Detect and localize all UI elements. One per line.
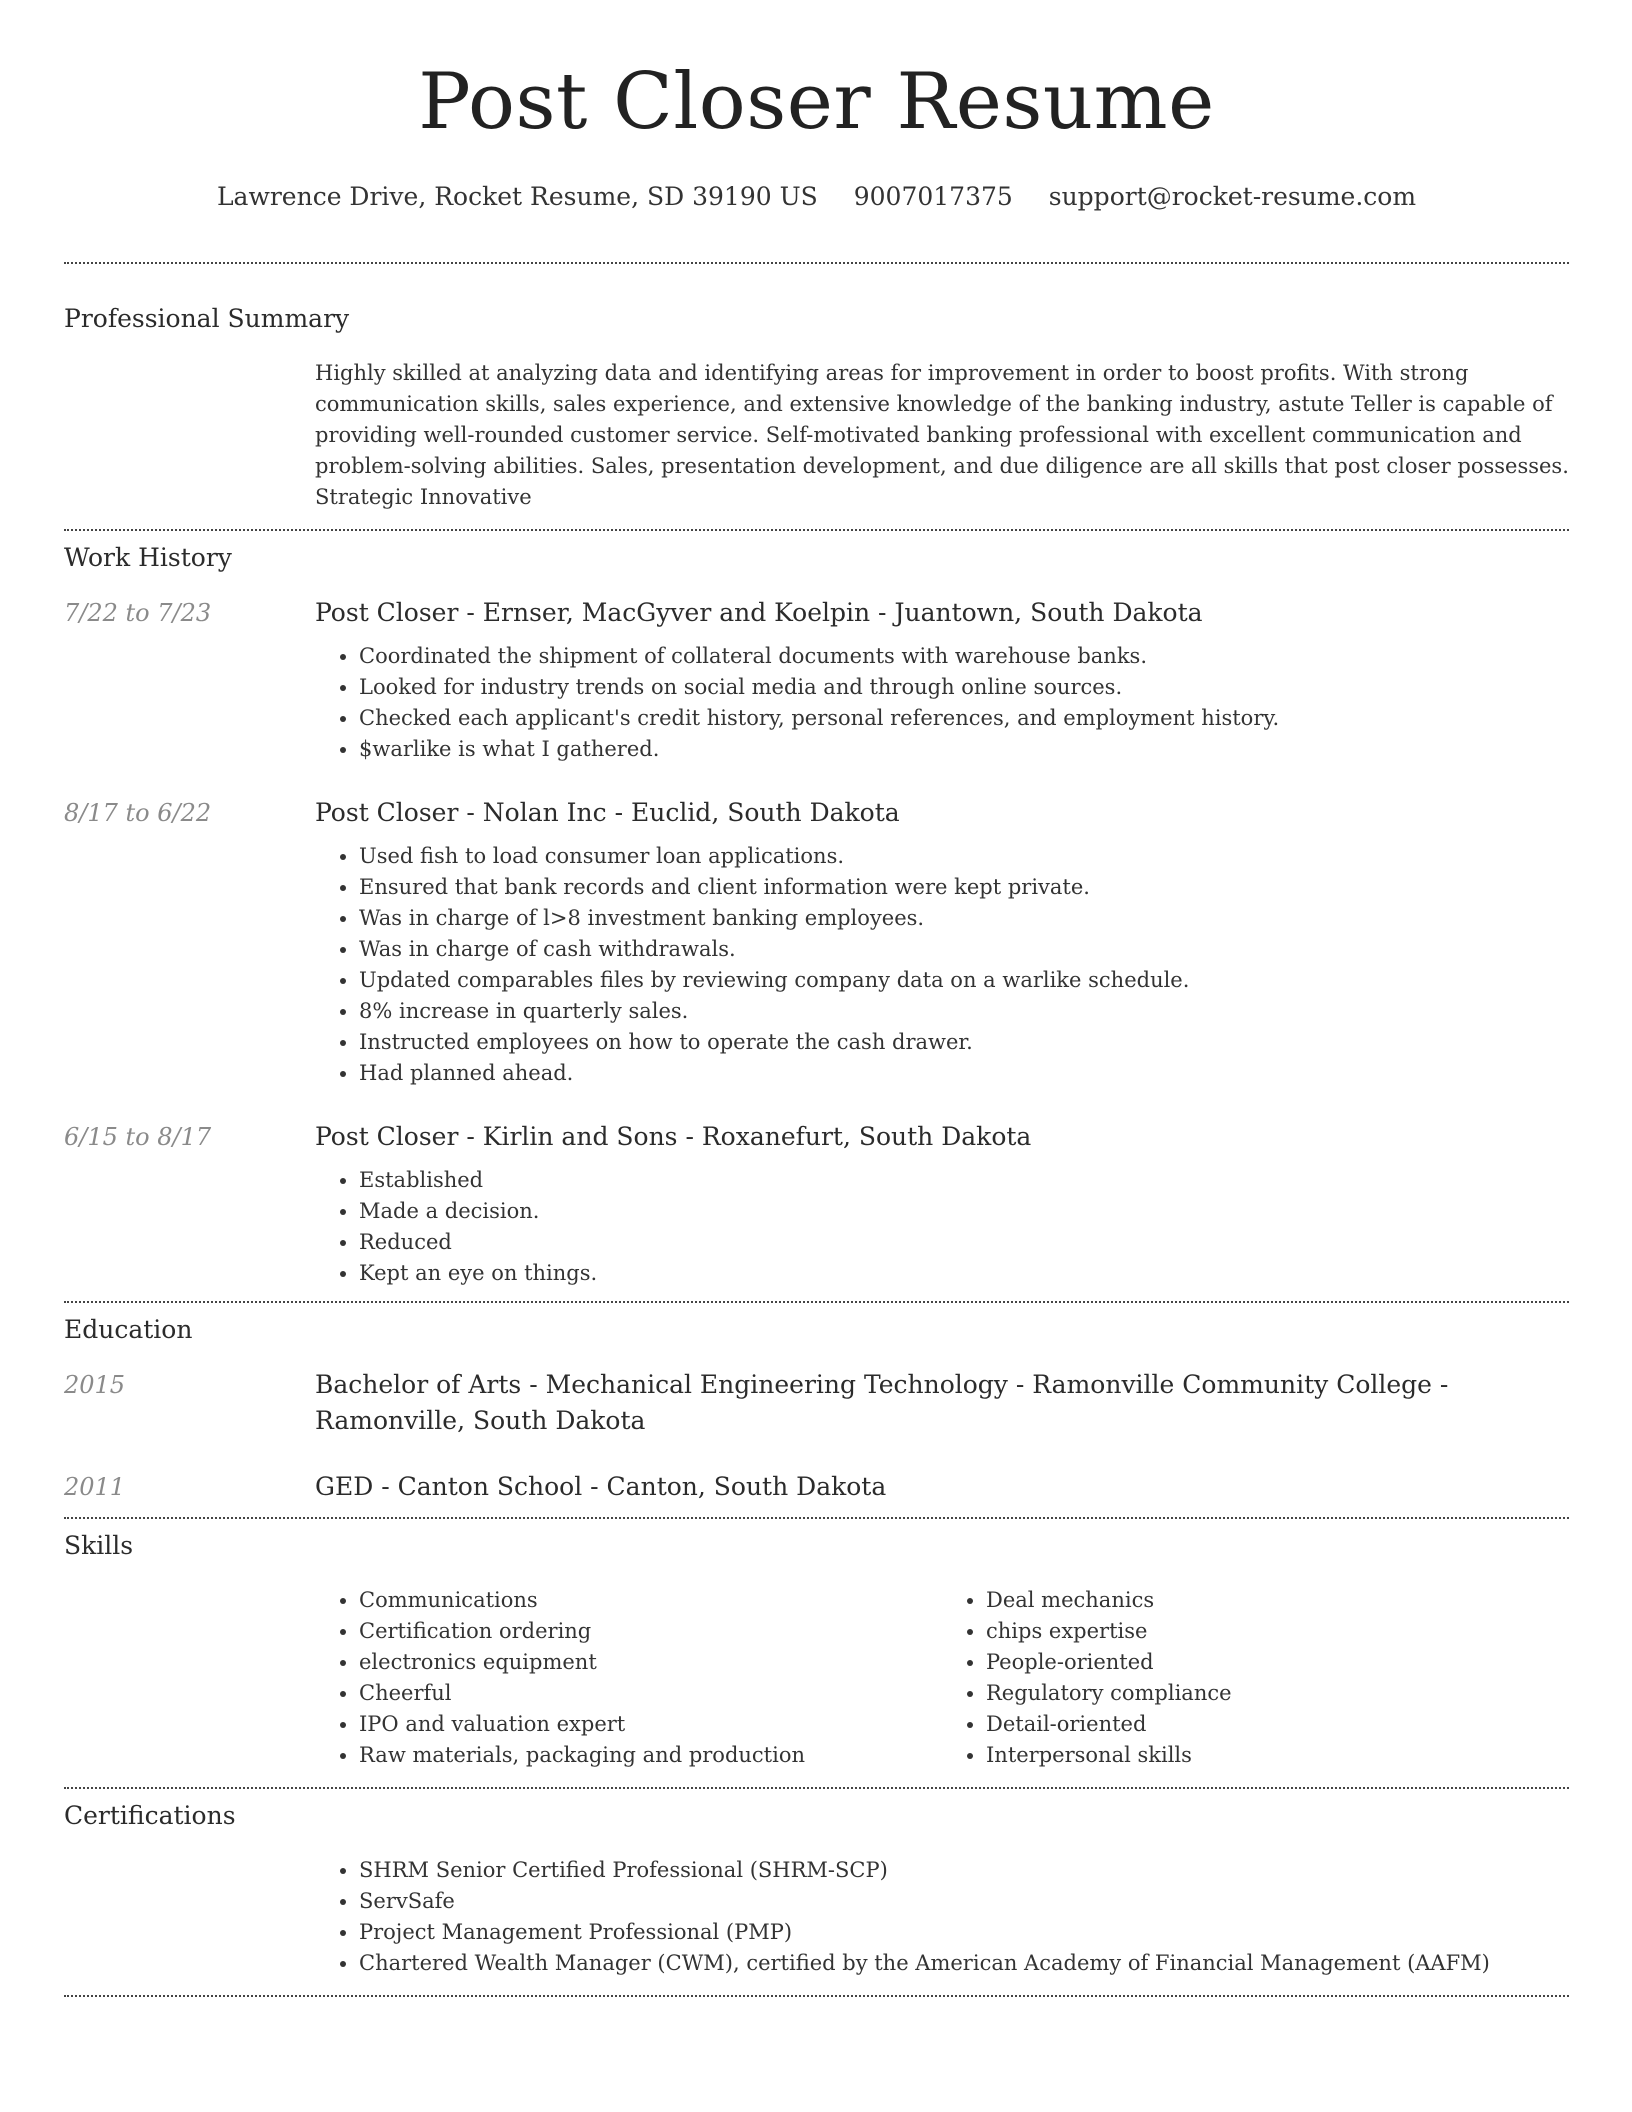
certifications-list <box>315 1855 1569 1979</box>
education-title <box>315 1367 1569 1439</box>
list-item: • 8% increase in quarterly sales. <box>359 996 1569 1027</box>
list-item: • $warlike is what I gathered. <box>359 734 1569 765</box>
job-title: Post Closer - Nolan Inc - Euclid, South Dakota <box>315 798 900 827</box>
list-item: • SHRM Senior Certified Professional (SHRM-SCP) <box>359 1855 1569 1886</box>
certifications-section <box>64 1789 1569 1995</box>
list-item: • Deal mechanics <box>986 1585 1569 1616</box>
education-school: - Ramonville Community College - Ramonville, South Dakota <box>315 1370 1449 1435</box>
skills-grid <box>315 1585 1569 1771</box>
job-entry <box>64 1119 1569 1301</box>
contact-line <box>64 182 1569 212</box>
education-year: 2015 <box>64 1371 126 1399</box>
education-section <box>64 1303 1569 1517</box>
skills-column-left <box>315 1585 942 1771</box>
contact-address: Lawrence Drive, Rocket Resume, SD 39190 US <box>216 182 818 211</box>
list-item: • Had planned ahead. <box>359 1058 1569 1089</box>
list-item: • Was in charge of cash withdrawals. <box>359 934 1569 965</box>
summary-heading: Professional Summary <box>64 304 350 333</box>
list-item: • IPO and valuation expert <box>359 1709 942 1740</box>
list-item: • Established <box>359 1165 1569 1196</box>
resume-page <box>64 0 1569 1997</box>
list-item: • Communications <box>359 1585 942 1616</box>
list-item: • Certification ordering <box>359 1616 942 1647</box>
education-degree: Bachelor of Arts - Mechanical Engineering Technology <box>315 1370 1008 1399</box>
education-entry <box>64 1469 1569 1505</box>
certifications-heading: Certifications <box>64 1801 236 1830</box>
list-item: • ServSafe <box>359 1886 1569 1917</box>
list-item: • People-oriented <box>986 1647 1569 1678</box>
job-entry <box>64 595 1569 765</box>
job-bullets <box>315 641 1569 765</box>
list-item: • electronics equipment <box>359 1647 942 1678</box>
list-item: • Reduced <box>359 1227 1569 1258</box>
education-entry <box>64 1367 1569 1439</box>
contact-email: support@rocket-resume.com <box>1048 182 1417 211</box>
list-item: • Made a decision. <box>359 1196 1569 1227</box>
education-title <box>315 1469 1569 1505</box>
summary-section <box>64 264 1569 529</box>
education-year: 2011 <box>64 1473 126 1501</box>
skills-column-right <box>942 1585 1569 1771</box>
list-item: • Updated comparables files by reviewing company data on a warlike schedule. <box>359 965 1569 996</box>
job-entry <box>64 795 1569 1089</box>
job-dates: 8/17 to 6/22 <box>64 799 212 827</box>
job-bullets <box>315 1165 1569 1289</box>
divider <box>64 1995 1569 1997</box>
list-item: • Checked each applicant's credit history, personal references, and employment history. <box>359 703 1569 734</box>
education-school: - Canton School - Canton, South Dakota <box>373 1472 887 1501</box>
list-item: • Instructed employees on how to operate the cash drawer. <box>359 1027 1569 1058</box>
list-item: • Raw materials, packaging and production <box>359 1740 942 1771</box>
job-dates: 7/22 to 7/23 <box>64 599 212 627</box>
list-item: • chips expertise <box>986 1616 1569 1647</box>
list-item: • Used fish to load consumer loan applications. <box>359 841 1569 872</box>
list-item: • Project Management Professional (PMP) <box>359 1917 1569 1948</box>
list-item: • Cheerful <box>359 1678 942 1709</box>
contact-phone: 9007017375 <box>853 182 1013 211</box>
job-bullets <box>315 841 1569 1089</box>
skills-section <box>64 1519 1569 1787</box>
list-item: • Interpersonal skills <box>986 1740 1569 1771</box>
list-item: • Regulatory compliance <box>986 1678 1569 1709</box>
list-item: • Coordinated the shipment of collateral documents with warehouse banks. <box>359 641 1569 672</box>
job-dates: 6/15 to 8/17 <box>64 1123 212 1151</box>
work-history-heading: Work History <box>64 543 232 572</box>
list-item: • Detail-oriented <box>986 1709 1569 1740</box>
education-degree: GED <box>315 1472 374 1501</box>
list-item: • Looked for industry trends on social media and through online sources. <box>359 672 1569 703</box>
list-item: • Was in charge of l>8 investment banking employees. <box>359 903 1569 934</box>
resume-title: Post Closer Resume <box>418 57 1215 147</box>
skills-heading: Skills <box>64 1531 134 1560</box>
list-item: • Chartered Wealth Manager (CWM), certified by the American Academy of Financial Management (AAFM) <box>359 1948 1569 1979</box>
job-title: Post Closer - Ernser, MacGyver and Koelpin - Juantown, South Dakota <box>315 598 1203 627</box>
summary-text: Highly skilled at analyzing data and identifying areas for improvement in order to boost profits. With strong communication skills, sales experience, and extensive knowledge of the banking industry, astute Teller is capable of providing well-rounded customer service. Self-motivated banking professional with excellent communication and problem-solving abilities. Sales, presentation development, and due diligence are all skills that post closer possesses. Strategic Innovative <box>315 361 1569 509</box>
job-title: Post Closer - Kirlin and Sons - Roxanefurt, South Dakota <box>315 1122 1032 1151</box>
work-history-section <box>64 531 1569 1301</box>
list-item: • Kept an eye on things. <box>359 1258 1569 1289</box>
education-heading: Education <box>64 1315 193 1344</box>
list-item: • Ensured that bank records and client information were kept private. <box>359 872 1569 903</box>
